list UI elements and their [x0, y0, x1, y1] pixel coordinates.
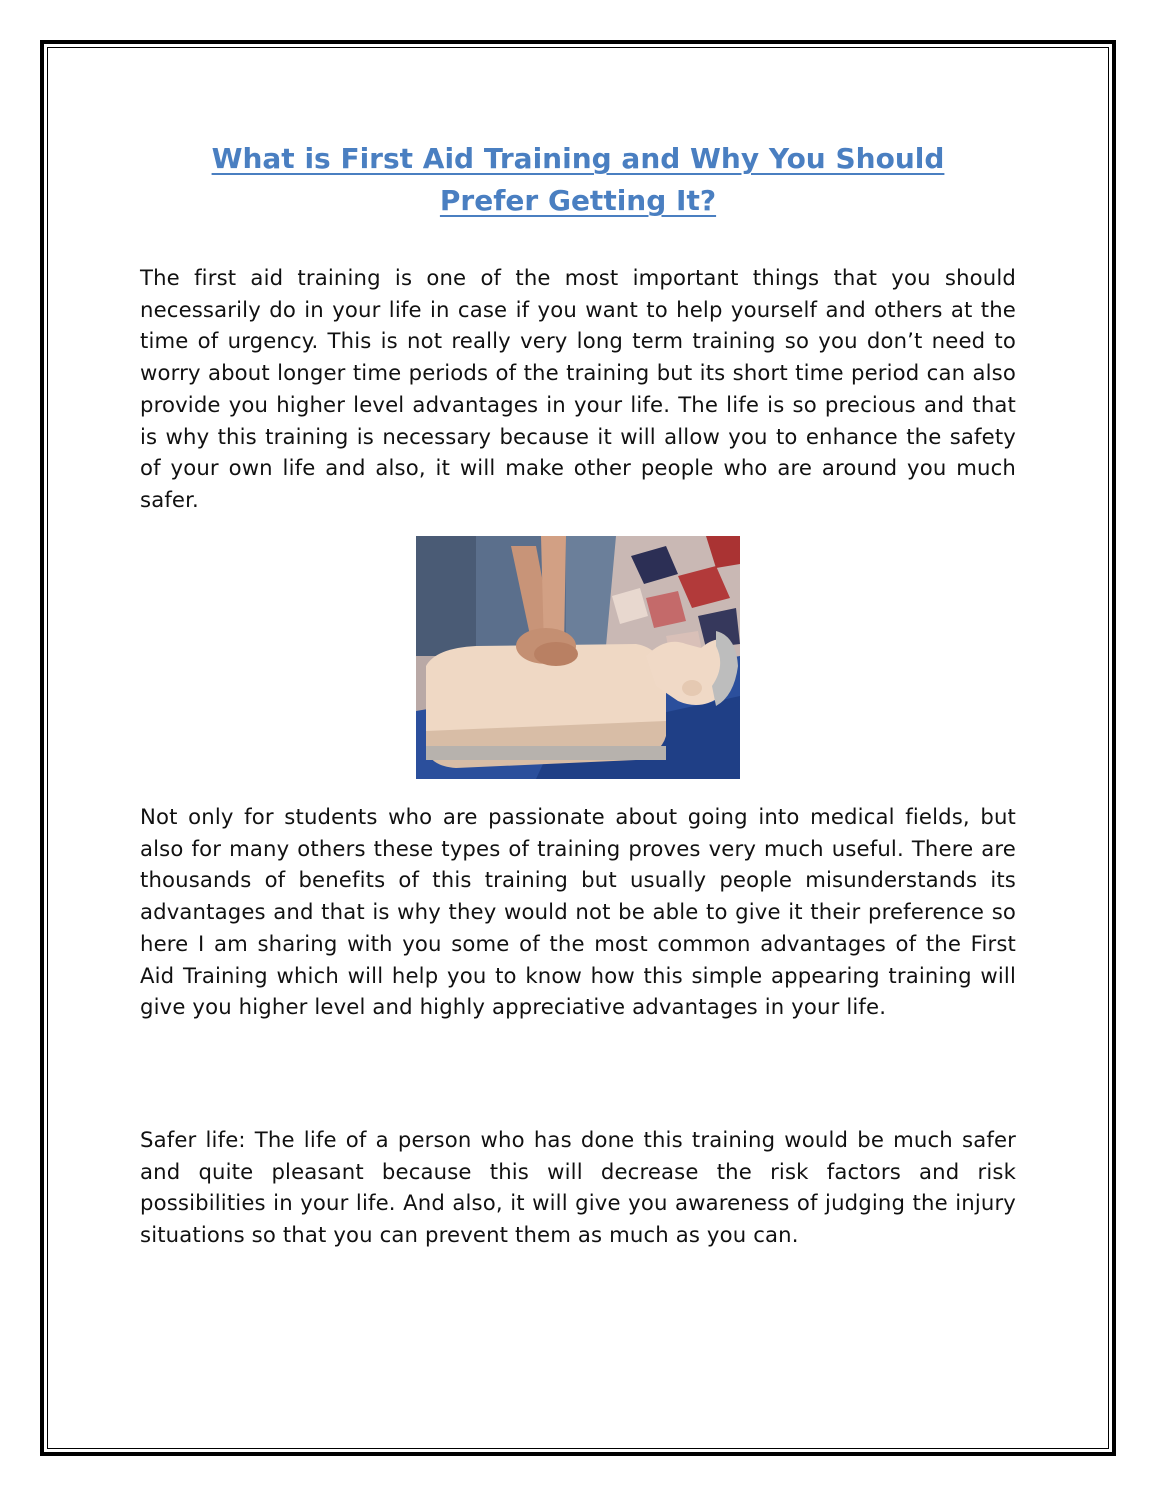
- paragraph-intro: The first aid training is one of the most important things that you should necessarily do in your life in case if you want to help yourself and others at the time of urgency. This is not really very long term training so you don’t need to worry about longer time periods of the training but its short time period can also provide you higher level advantages in your life. The life is so precious and that is why this training is necessary because it will allow you to enhance the safety of your own life and also, it will make other people who are around you much safer.: [140, 265, 1016, 512]
- paragraph-benefits: Not only for students who are passionate about going into medical fields, but also for many others these types of training proves very much useful. There are thousands of benefits of this training but usually people misunderstands its advantages and that is why they would not be able to give it their preference so here I am sharing with you some of the most common advantages of the First Aid Training which will help you to know how this simple appearing training will give you higher level and highly appreciative advantages in your life.: [140, 804, 1016, 1020]
- document-title: [140, 138, 1016, 222]
- title-line-1: What is First Aid Training and Why You Should: [211, 142, 945, 175]
- paragraph-safer-life: Safer life: The life of a person who has done this training would be much safer and quite pleasant because this will decrease the risk factors and risk possibilities in your life. And also, it will give you awareness of judging the injury situations so that you can prevent them as much as you can.: [140, 1127, 1016, 1248]
- cpr-training-photo: [416, 536, 740, 779]
- title-line-2: Prefer Getting It?: [439, 184, 717, 217]
